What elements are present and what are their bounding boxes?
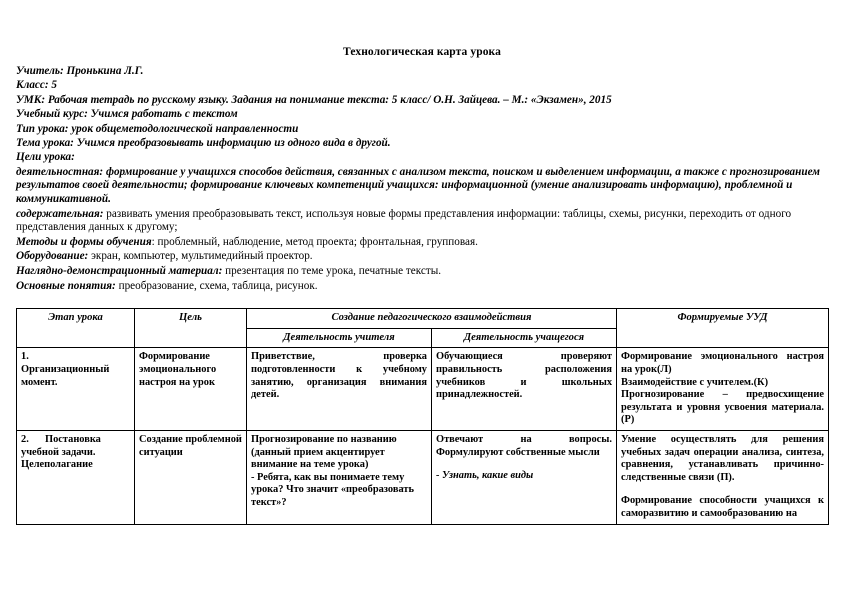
property-visual-material-value: презентация по теме урока, печатные тексты.	[225, 265, 442, 277]
meta-course-label: Учебный курс:	[16, 108, 88, 121]
meta-class-value: 5	[51, 79, 57, 92]
property-equipment	[16, 250, 828, 264]
header-stage: Этап урока	[17, 309, 135, 348]
row2-uud-line-2: Формирование способности учащихся к саморазвитию и самообразованию на	[621, 495, 825, 519]
property-equipment-label: Оборудование:	[16, 250, 89, 263]
meta-lesson-type	[16, 123, 828, 136]
row2-student-line-1: Отвечают на вопросы. Формулируют собственные мысли	[436, 433, 613, 458]
meta-course	[16, 108, 828, 121]
property-key-concepts-label: Основные понятия:	[16, 279, 116, 292]
row1-uud-line-2: Взаимодействие с учителем.(К)	[621, 376, 769, 388]
header-uud: Формируемые УУД	[617, 309, 829, 348]
lesson-map-table	[16, 308, 829, 524]
row1-teacher-activity: Приветствие, проверка подготовленности к учебному занятию, организация внимания детей.	[247, 348, 432, 431]
header-teacher-activity: Деятельность учителя	[247, 328, 432, 348]
table-header-row-1	[17, 309, 829, 329]
header-interaction: Создание педагогического взаимодействия	[247, 309, 617, 329]
row2-goal: Создание проблемной ситуации	[135, 430, 247, 524]
page-title: Технологическая карта урока	[343, 46, 501, 58]
row1-uud-line-3: Прогнозирование – предвосхищение результата и уровня усвоения материала.(Р)	[621, 389, 825, 426]
row2-teacher-line-1: Прогнозирование по названию (данный прием акцентирует внимание на теме урока)	[251, 433, 397, 471]
goals-heading: Цели урока:	[16, 151, 75, 164]
row2-teacher-line-2: - Ребята, как вы понимаете тему урока? Что значит «преобразовать текст»?	[251, 471, 414, 508]
meta-teacher-label: Учитель:	[16, 65, 64, 77]
property-methods-value: проблемный, наблюдение, метод проекта; фронтальная, групповая.	[157, 235, 478, 248]
goal-content	[16, 208, 828, 235]
row1-uud	[617, 348, 829, 431]
row2-stage	[17, 430, 135, 524]
goal-content-label: содержательная:	[16, 207, 104, 220]
goal-activity-text: формирование у учащихся способов действия, связанных с анализом текста, поиском и выделением информации, а также с прогнозированием результатов своей деятельности; формирование ключевых компетенций учащихся: информационной (умение анализировать информацию), проблемной и коммуникативной.	[16, 165, 820, 206]
meta-lesson-topic	[16, 137, 828, 150]
row1-number: 1.	[21, 351, 29, 363]
row1-goal: Формирование эмоционального настроя на урок	[135, 348, 247, 431]
property-visual-material	[16, 265, 828, 279]
meta-lesson-type-label: Тип урока:	[16, 122, 69, 135]
table-row	[17, 348, 829, 431]
meta-lesson-topic-value: Учимся преобразовывать информацию из одного вида в другой.	[76, 137, 391, 150]
row1-student-activity: Обучающиеся проверяют правильность расположения учебников и школьных принадлежностей.	[432, 348, 617, 431]
meta-umk-value: Рабочая тетрадь по русскому языку. Задания на понимание текста: 5 класс/ О.Н. Зайцева. – М.: «Экзамен», 2015	[47, 93, 612, 106]
row1-stage	[17, 348, 135, 431]
row2-student-activity	[432, 430, 617, 524]
property-visual-material-label: Наглядно-демонстрационный материал:	[16, 265, 223, 277]
property-methods-sep: :	[151, 235, 155, 248]
row2-uud-gap	[621, 484, 824, 495]
row2-stage-text: Постановка учебной задачи. Целеполагание	[21, 433, 101, 471]
row2-teacher-activity	[247, 430, 432, 524]
row2-student-gap	[436, 459, 612, 470]
header-student-activity: Деятельность учащегося	[432, 328, 617, 348]
property-methods-label: Методы и формы обучения	[16, 235, 152, 248]
header-goal: Цель	[135, 309, 247, 348]
goal-activity	[16, 166, 828, 207]
row2-number: 2.	[21, 433, 29, 445]
row1-uud-line-1: Формирование эмоционального настроя на урок(Л)	[621, 351, 825, 375]
row2-student-italic: - Узнать, какие виды	[436, 470, 534, 482]
property-key-concepts	[16, 280, 828, 294]
table-row	[17, 430, 829, 524]
meta-class	[16, 79, 828, 92]
row1-stage-text: Организационный момент.	[21, 363, 110, 388]
goal-activity-label: деятельностная:	[16, 165, 104, 178]
row2-uud	[617, 430, 829, 524]
meta-class-label: Класс:	[16, 79, 49, 92]
meta-course-value: Учимся работать с текстом	[90, 108, 238, 121]
meta-lesson-topic-label: Тема урока:	[16, 137, 74, 150]
meta-teacher	[16, 65, 828, 78]
meta-umk	[16, 94, 828, 107]
meta-umk-label: УМК:	[16, 93, 46, 106]
property-key-concepts-value: преобразование, схема, таблица, рисунок.	[118, 279, 318, 292]
meta-lesson-type-value: урок общеметодологической направленности	[71, 122, 299, 135]
meta-teacher-value: Пронькина Л.Г.	[66, 65, 144, 77]
property-equipment-value: экран, компьютер, мультимедийный проектор.	[91, 250, 313, 263]
property-methods	[16, 236, 828, 250]
goal-content-text: развивать умения преобразовывать текст, используя новые формы представления информации: таблицы, схемы, рисунки, переходить от одного представления данных к другому;	[16, 207, 792, 234]
row2-uud-line-1: Умение осуществлять для решения учебных задач операции анализа, синтеза, сравнения, устанавливать причинно-следственные связи (П).	[621, 433, 825, 483]
